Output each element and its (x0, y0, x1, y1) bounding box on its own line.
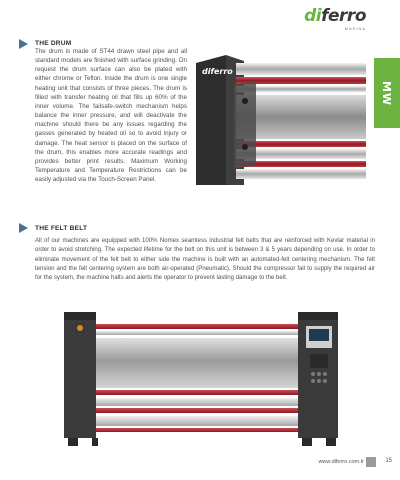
drum-heading: THE DRUM (35, 40, 72, 47)
drum-paragraph: The drum is made of ST44 drawn steel pipe and all standard models are finished with surface grinding. On request the drum surface can also be plated with either chrome or Teflon. Inside the drum is one single heating unit that consists of three pieces. The drum is filled with transfer heating oil that fills up 60% of the inner volume. The failsafe-switch mechanism helps balance the inner pressure, and will deactivate the machine should there be any issues regarding the gasses generated by heated oil so to avoid injury or damage. The heat sensor is placed on the surface of the drum, this enables more accurate readings and provides better print results. Maximum Working Temperature and Temperature Restrictions can be easily adjusted via the Touch-Screen Panel. (35, 48, 187, 184)
drum-machine-image (196, 55, 366, 185)
page-marker (366, 457, 376, 467)
brand-logo (304, 8, 366, 31)
felt-heading: THE FELT BELT (35, 225, 88, 232)
brand-wordmark: diferro (304, 6, 366, 26)
footer-url: www.diferro.com.tr (318, 459, 364, 465)
full-machine-image (62, 308, 342, 448)
felt-paragraph: All of our machines are equipped with 100% Nomex seamless industrial felt belts that are reinforced with Kevlar material in order to avoid stretching. The expected lifetime for the belt on this unit is between 3 & 5 years depending on use. In order to eliminate movement of the felt belt to either side the machine is built with an automated-felt centering mechanism. The felt tension and the felt centering system are both air-operated (Pneumatic). Should the compressor fail to supply the required air for the system, the machine halts and alerts the operator to prevent lasting damage to the belt. (35, 238, 375, 281)
section-side-tab (374, 58, 400, 128)
machine-logo: diferro (202, 67, 233, 76)
section-arrow-icon (19, 223, 28, 233)
section-arrow-icon (19, 39, 28, 49)
side-tab-label: MW (380, 80, 394, 106)
page-number: 15 (385, 458, 392, 464)
brand-tagline: MAKINA (344, 26, 366, 31)
